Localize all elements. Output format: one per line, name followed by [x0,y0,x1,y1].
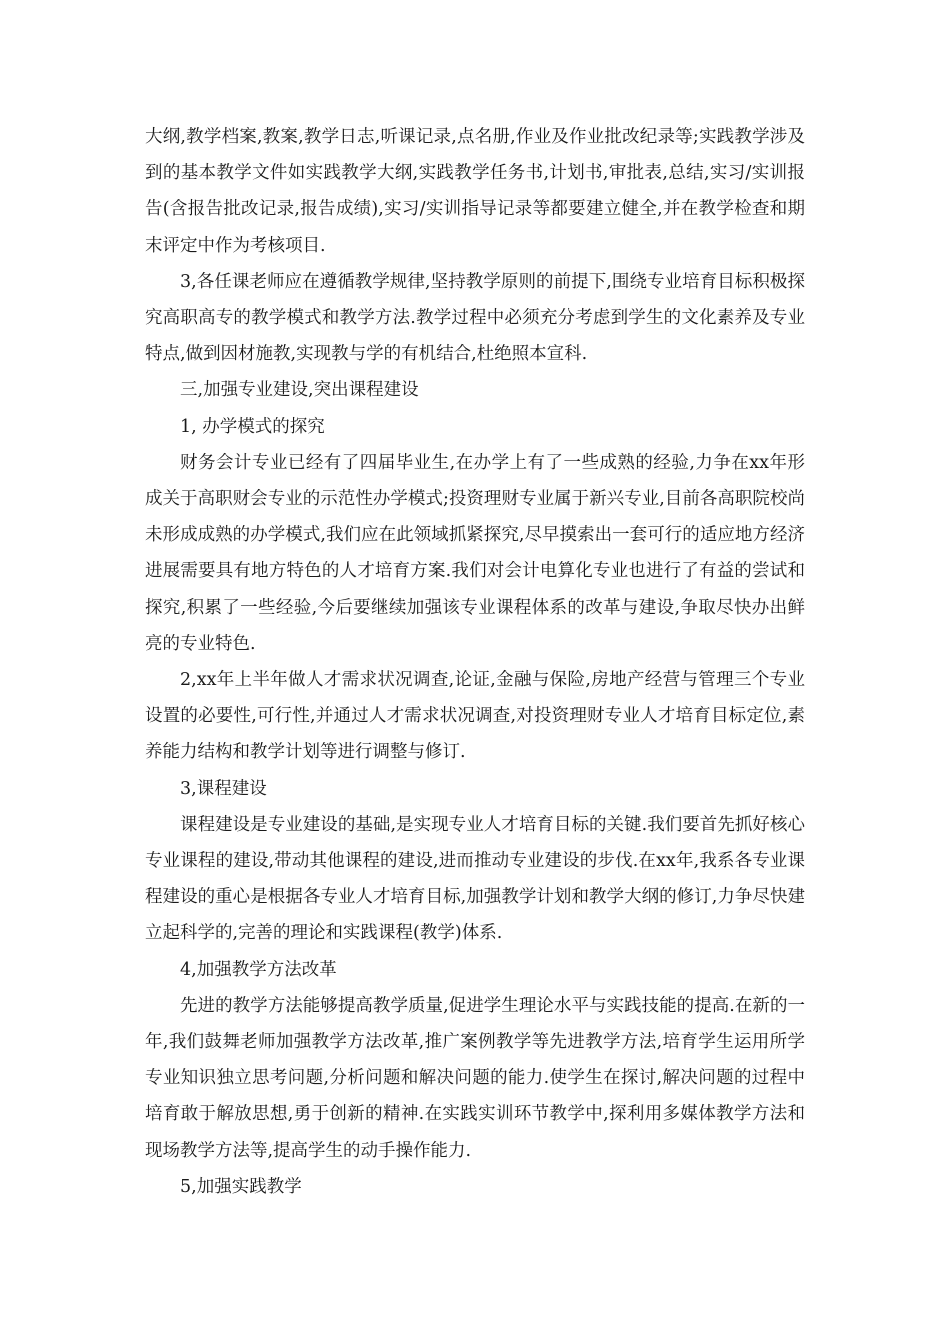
paragraph-continued: 大纲,教学档案,教案,教学日志,听课记录,点名册,作业及作业批改纪录等;实践教学涉及到的基本教学文件如实践教学大纲,实践教学任务书,计划书,审批表,总结,实习/实训报告(含报告批改记录,报告成绩),实习/实训指导记录等都要建立健全,并在教学检查和期末评定中作为考核项目. [145,127,805,256]
section-heading-3: 三,加强专业建设,突出课程建设 [180,380,419,401]
subheading-3: 3,课程建设 [180,778,267,799]
paragraph-teaching-methods: 先进的教学方法能够提高教学质量,促进学生理论水平与实践技能的提高.在新的一年,我们鼓舞老师加强教学方法改革,推广案例教学等先进教学方法,培育学生运用所学专业知识独立思考问题,分析问题和解决问题的能力.使学生在探讨,解决问题的过程中培育敢于解放思想,勇于创新的精神.在实践实训环节教学中,探利用多媒体教学方法和现场教学方法等,提高学生的动手操作能力. [145,995,805,1161]
subheading-5: 5,加强实践教学 [180,1176,302,1197]
document-body [145,119,805,1205]
paragraph-school-model: 财务会计专业已经有了四届毕业生,在办学上有了一些成熟的经验,力争在xx年形成关于高职财会专业的示范性办学模式;投资理财专业属于新兴专业,目前各高职院校尚未形成成熟的办学模式,我们应在此领域抓紧探究,尽早摸索出一套可行的适应地方经济进展需要具有地方特色的人才培育方案.我们对会计电算化专业也进行了有益的尝试和探究,积累了一些经验,今后要继续加强该专业课程体系的改革与建设,争取尽快办出鲜亮的专业特色. [145,452,805,654]
paragraph-course-building: 课程建设是专业建设的基础,是实现专业人才培育目标的关键.我们要首先抓好核心专业课程的建设,带动其他课程的建设,进而推动专业建设的步伐.在xx年,我系各专业课程建设的重心是根据各专业人才培育目标,加强教学计划和教学大纲的修订,力争尽快建立起科学的,完善的理论和实践课程(教学)体系. [145,814,805,944]
subheading-4: 4,加强教学方法改革 [180,959,337,980]
paragraph-item-2: 2,xx年上半年做人才需求状况调查,论证,金融与保险,房地产经营与管理三个专业设置的必要性,可行性,并通过人才需求状况调查,对投资理财专业人才培育目标定位,素养能力结构和教学计划等进行调整与修订. [145,670,805,763]
paragraph-item-3: 3,各任课老师应在遵循教学规律,坚持教学原则的前提下,围绕专业培育目标积极探究高职高专的教学模式和教学方法.教学过程中必须充分考虑到学生的文化素养及专业特点,做到因材施教,实现教与学的有机结合,杜绝照本宣科. [145,271,805,365]
subheading-1: 1, 办学模式的探究 [180,416,325,437]
